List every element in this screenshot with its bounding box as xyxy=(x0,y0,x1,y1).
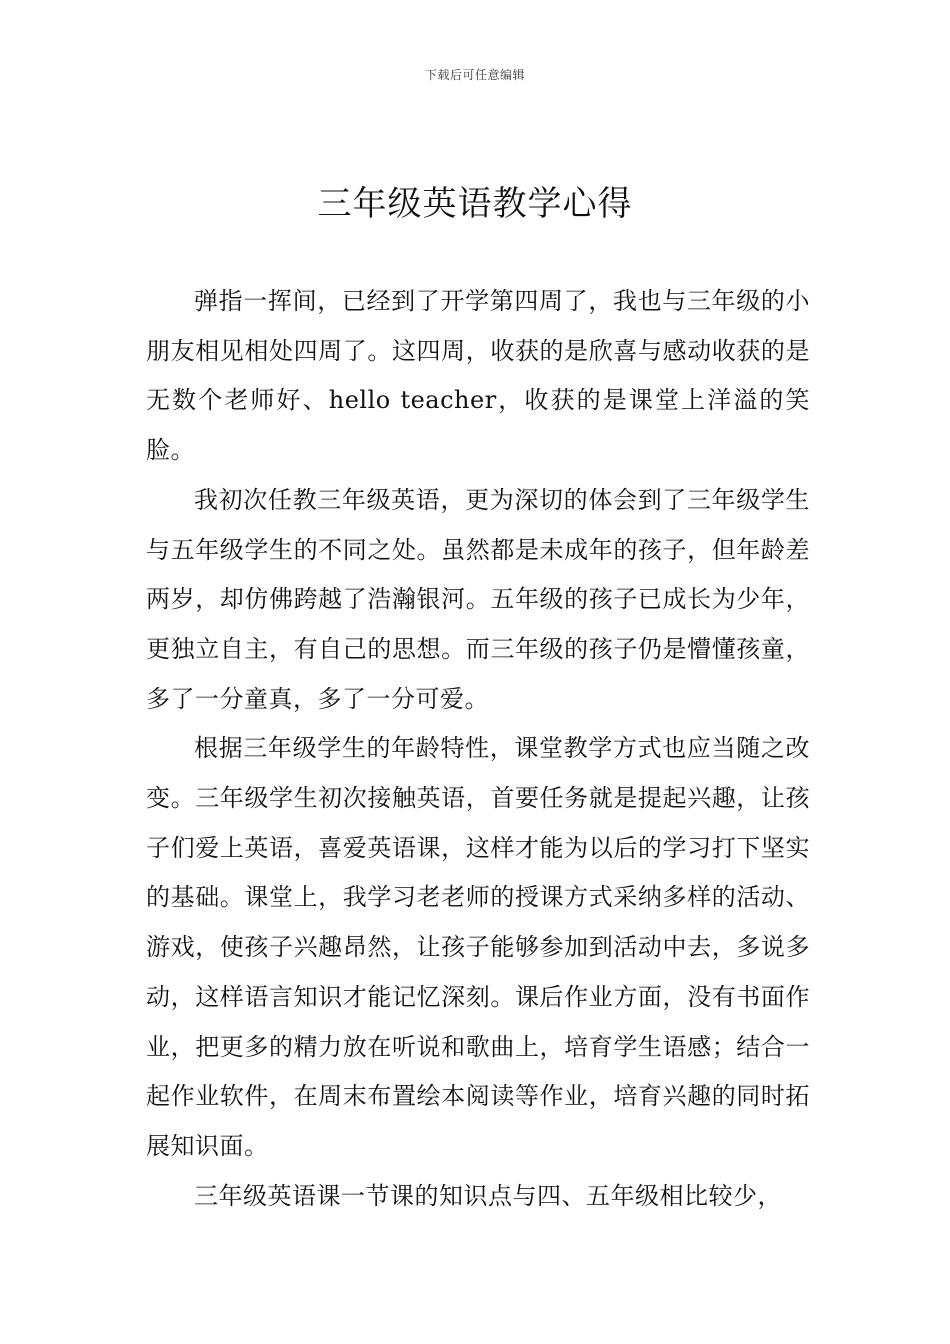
header-note: 下载后可任意编辑 xyxy=(424,68,525,82)
paragraph-2: 我初次任教三年级英语，更为深切的体会到了三年级学生与五年级学生的不同之处。虽然都是未成年的孩子，但年龄差两岁，却仿佛跨越了浩瀚银河。五年级的孩子已成长为少年，更独立自主，有自己的思想。而三年级的孩子仍是懵懂孩童，多了一分童真，多了一分可爱。 xyxy=(146,485,810,713)
paragraph-3: 根据三年级学生的年龄特性，课堂教学方式也应当随之改变。三年级学生初次接触英语，首要任务就是提起兴趣，让孩子们爱上英语，喜爱英语课，这样才能为以后的学习打下坚实的基础。课堂上，我学习老老师的授课方式采纳多样的活动、游戏，使孩子兴趣昂然，让孩子能够参加到活动中去，多说多动，这样语言知识才能记忆深刻。课后作业方面，没有书面作业，把更多的精力放在听说和歌曲上，培育学生语感；结合一起作业软件，在周末布置绘本阅读等作业，培育兴趣的同时拓展知识面。 xyxy=(146,734,810,1160)
document-body xyxy=(146,277,810,1221)
document-title: 三年级英语教学心得 xyxy=(317,184,633,224)
paragraph-1: 弹指一挥间，已经到了开学第四周了，我也与三年级的小朋友相见相处四周了。这四周，收获的是欣喜与感动收获的是无数个老师好、hello teacher，收获的是课堂上洋溢的笑脸。 xyxy=(146,287,810,465)
paragraph-4: 三年级英语课一节课的知识点与四、五年级相比较少， xyxy=(194,1181,782,1210)
